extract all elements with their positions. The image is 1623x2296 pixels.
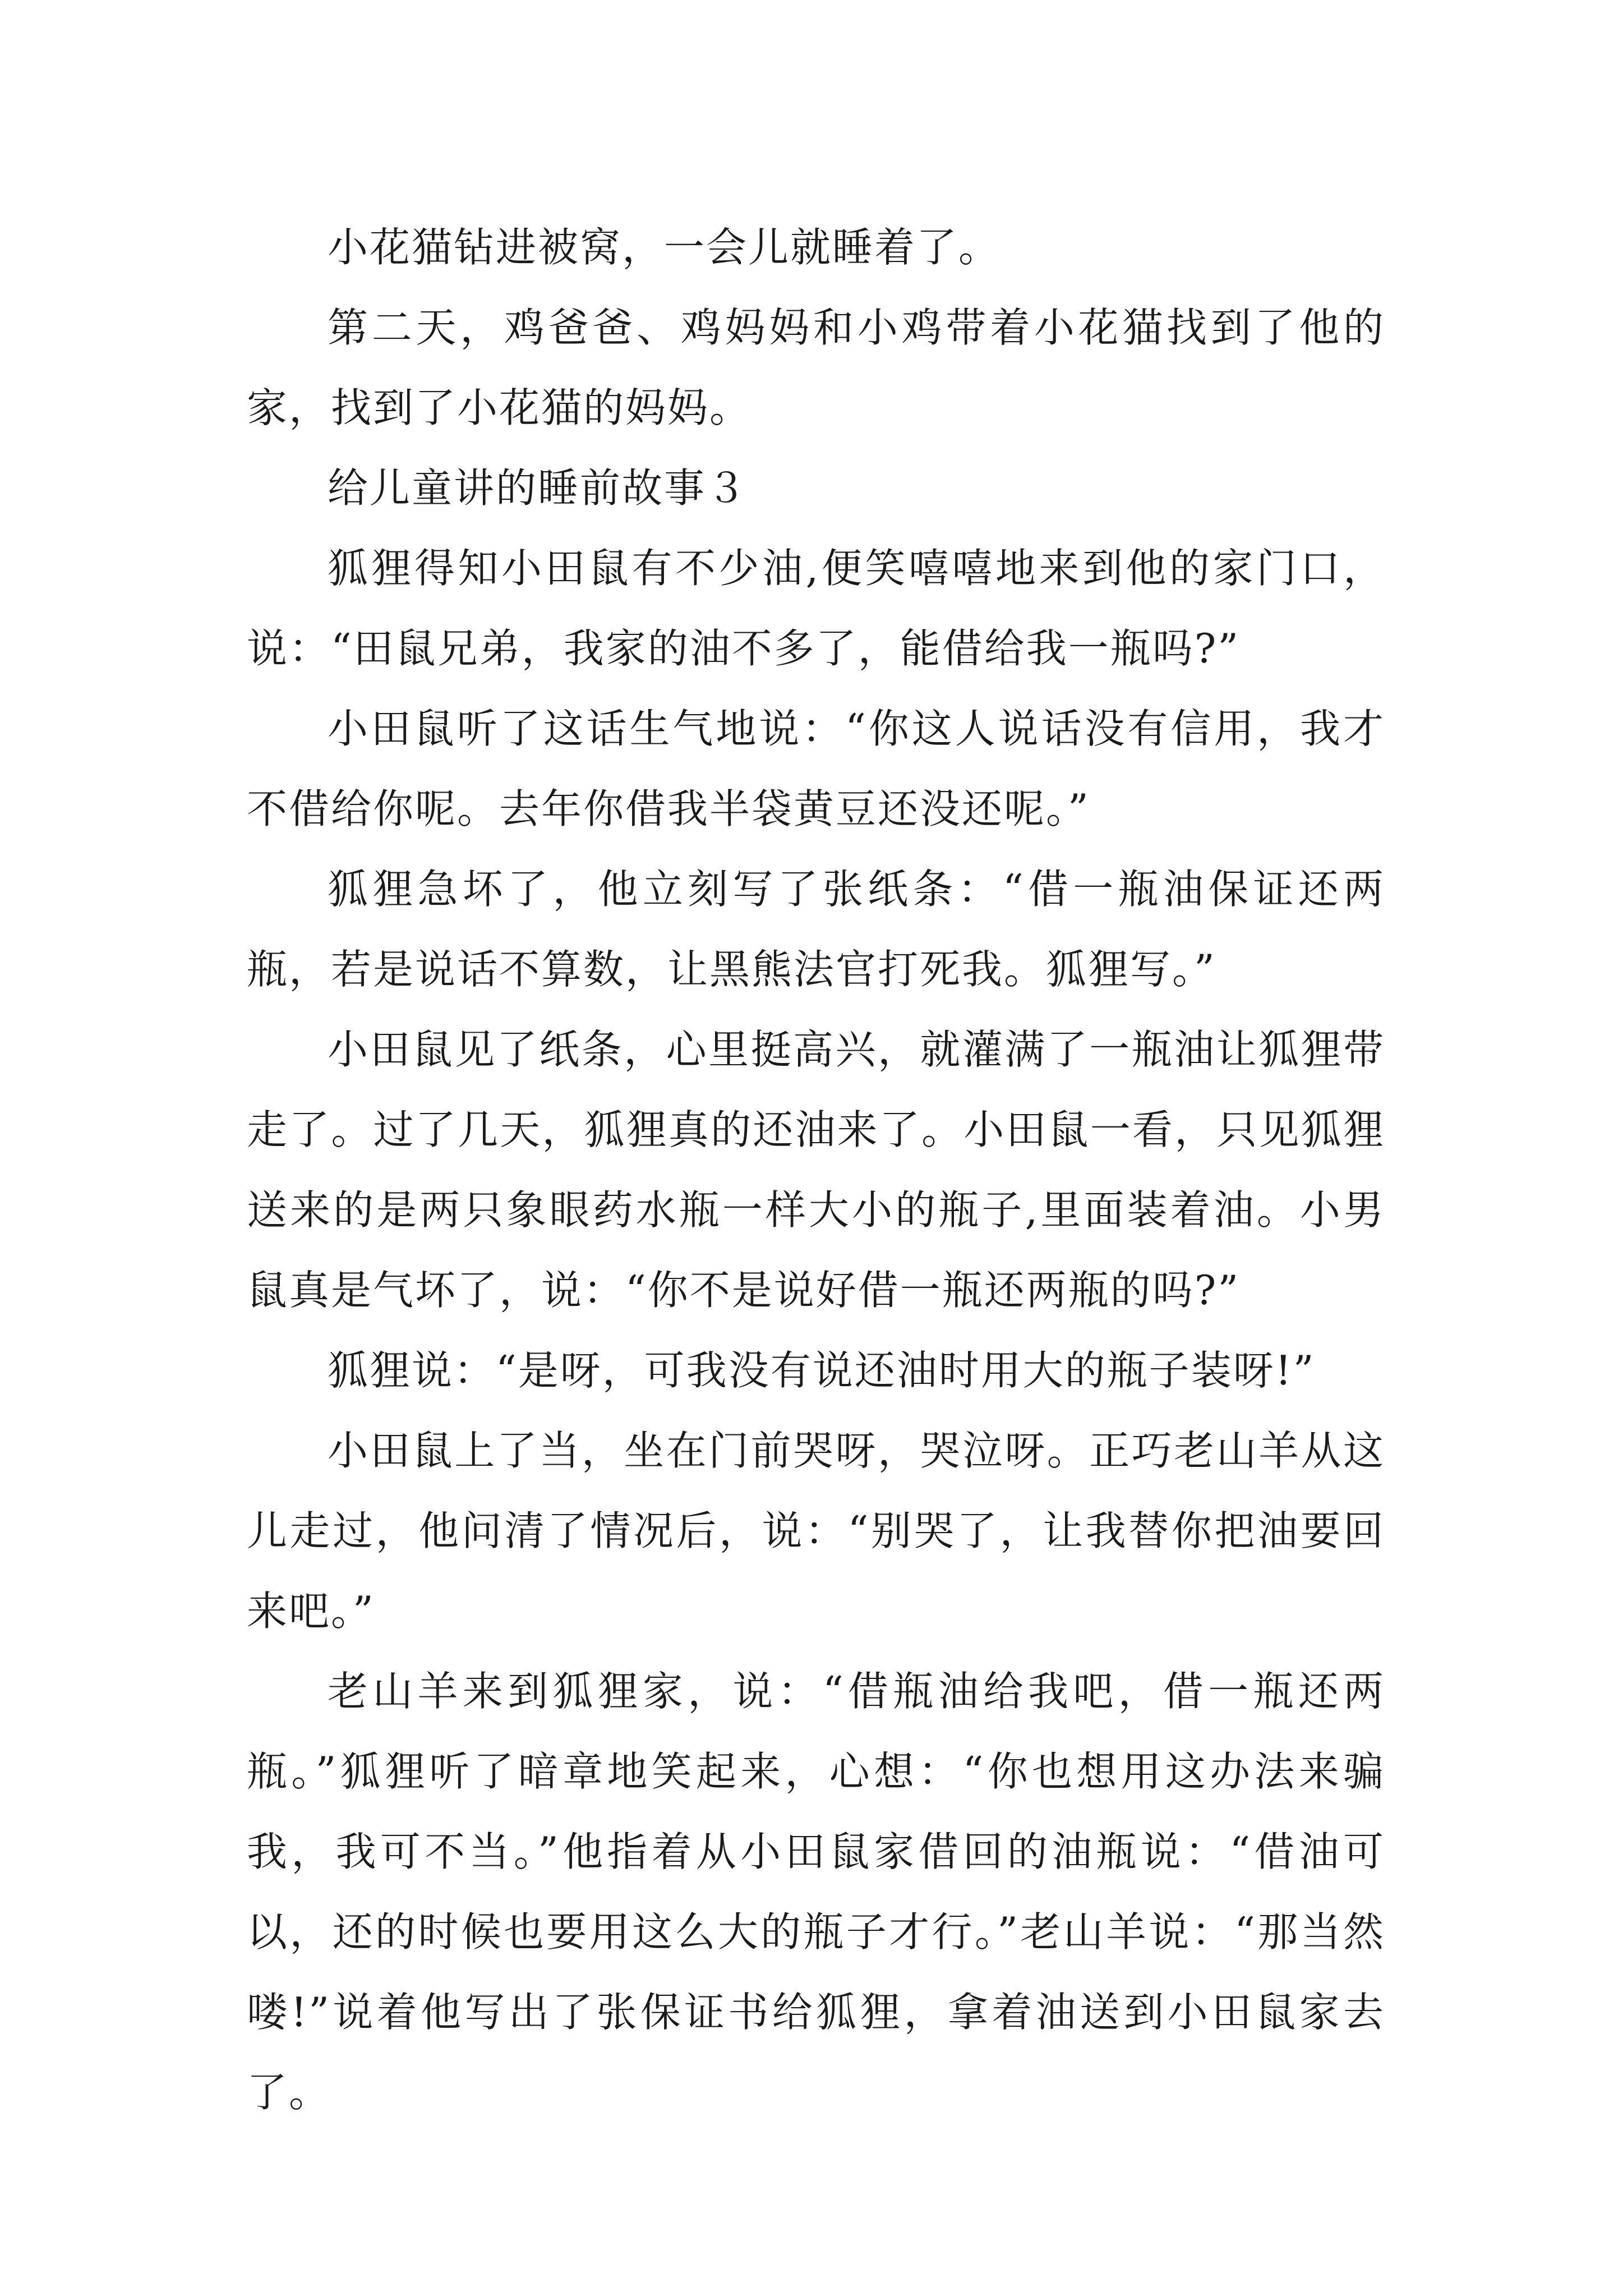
section-heading: 给儿童讲的睡前故事３ bbox=[328, 464, 749, 512]
paragraph: 小田鼠听了这话生气地说：“你这人说话没有信用，我才不借给你呢。去年你借我半袋黄豆还没还呢。” bbox=[247, 705, 1385, 832]
story-text bbox=[247, 208, 1385, 2133]
paragraph: 小花猫钻进被窝，一会儿就睡着了。 bbox=[328, 224, 1001, 271]
paragraph: 狐狸说：“是呀，可我没有说还油时用大的瓶子装呀!” bbox=[328, 1347, 1316, 1394]
paragraph: 老山羊来到狐狸家，说：“借瓶油给我吧，借一瓶还两瓶。”狐狸听了暗章地笑起来，心想：“你也想用这办法来骗我，我可不当。”他指着从小田鼠家借回的油瓶说：“借油可以，还的时候也要用这么大的瓶子才行。”老山羊说：“那当然喽!”说着他写出了张保证书给狐狸，拿着油送到小田鼠家去了。 bbox=[247, 1668, 1385, 2116]
paragraph: 狐狸得知小田鼠有不少油,便笑嘻嘻地来到他的家门口，说：“田鼠兄弟，我家的油不多了，能借给我一瓶吗?” bbox=[247, 545, 1385, 672]
paragraph: 小田鼠见了纸条，心里挺高兴，就灌满了一瓶油让狐狸带走了。过了几天，狐狸真的还油来了。小田鼠一看，只见狐狸送来的是两只象眼药水瓶一样大小的瓶子,里面装着油。小男鼠真是气坏了，说：“你不是说好借一瓶还两瓶的吗?” bbox=[247, 1026, 1385, 1314]
paragraph: 小田鼠上了当，坐在门前哭呀，哭泣呀。正巧老山羊从这儿走过，他问清了情况后，说：“别哭了，让我替你把油要回来吧。” bbox=[247, 1427, 1385, 1635]
paragraph: 狐狸急坏了，他立刻写了张纸条：“借一瓶油保证还两瓶，若是说话不算数，让黑熊法官打死我。狐狸写。” bbox=[247, 866, 1385, 993]
paragraph: 第二天，鸡爸爸、鸡妈妈和小鸡带着小花猫找到了他的家，找到了小花猫的妈妈。 bbox=[247, 304, 1385, 431]
